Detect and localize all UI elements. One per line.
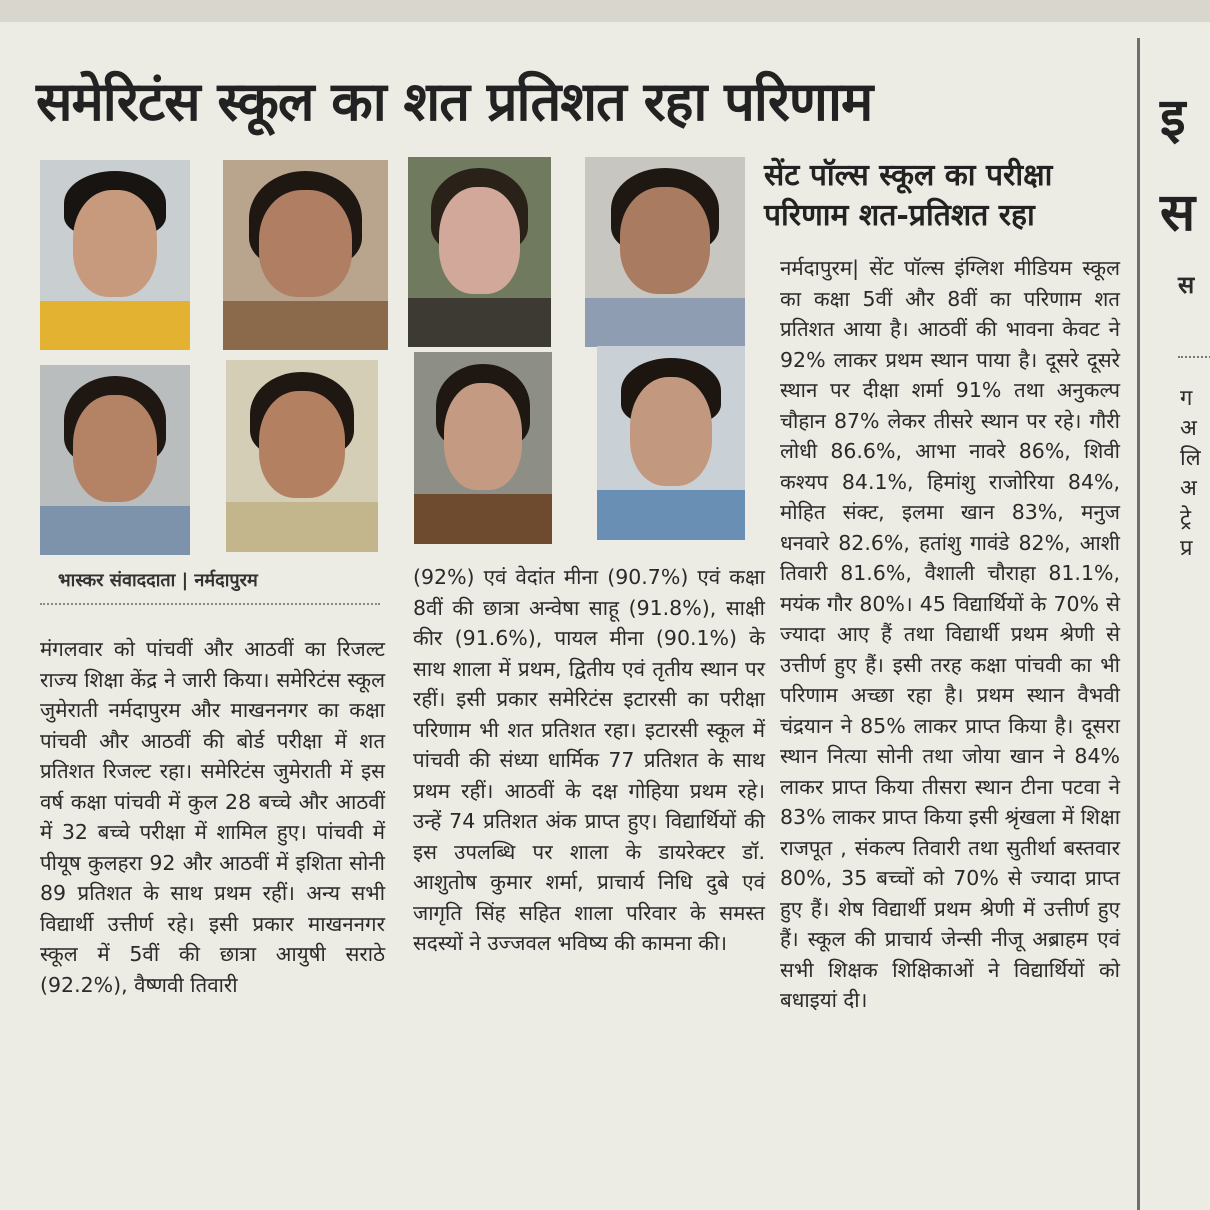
photo-student-boy-2 [597, 346, 745, 540]
main-headline: समेरिटंस स्कूल का शत प्रतिशत रहा परिणाम [36, 69, 873, 133]
byline-rule [40, 603, 380, 605]
photo-student-girl-1 [223, 160, 388, 350]
adjacent-story-rule [1178, 356, 1210, 358]
column-1-text: मंगलवार को पांचवीं और आठवीं का रिजल्ट राज्य शिक्षा केंद्र ने जारी किया। समेरिटंस स्कूल जुमेराती नर्मदापुरम और माखननगर का कक्षा पांचवी और आठवीं की बोर्ड परीक्षा में शत प्रतिशत रिजल्ट रहा। समेरिटंस जुमेराती में इस वर्ष कक्षा पांचवी में कुल 28 बच्चे और आठवीं में 32 बच्चे परीक्षा में शामिल हुए। पांचवी में पीयूष कुलहरा 92 और आठवीं में इशिता सोनी 89 प्रतिशत के साथ प्रथम रहीं। अन्य सभी विद्यार्थी उत्तीर्ण रहे। इसी प्रकार माखननगर स्कूल में 5वीं की छात्रा आयुषी सराठे (92.2%), वैष्णवी तिवारी [40, 637, 385, 997]
photo-student-girl-2 [408, 157, 551, 347]
adjacent-story-body: ग अ लि अ ट्रे प्र [1180, 386, 1201, 561]
previous-page-strip [0, 0, 1210, 22]
photo-student-girl-5 [226, 360, 378, 552]
byline: भास्कर संवाददाता | नर्मदापुरम [58, 570, 258, 591]
column-divider [1137, 38, 1140, 1210]
adjacent-story-subhead: स [1178, 271, 1195, 299]
column-1-body [40, 634, 385, 1000]
story2-body [780, 253, 1120, 1016]
story2-headline: सेंट पॉल्स स्कूल का परीक्षा परिणाम शत-प्रतिशत रहा [764, 158, 1053, 233]
photo-student-boy-1 [40, 160, 190, 350]
column-2-body [413, 562, 765, 959]
column-2-text: (92%) एवं वेदांत मीना (90.7%) एवं कक्षा 8वीं की छात्रा अन्वेषा साहू (91.8%), साक्षी कीर (91.6%), पायल मीना (90.1%) के साथ शाला में प्रथम, द्वितीय एवं तृतीय स्थान पर रहीं। इसी प्रकार समेरिटंस इटारसी का परीक्षा परिणाम भी शत प्रतिशत रहा। इटारसी स्कूल में पांचवी की संध्या धार्मिक 77 प्रतिशत के साथ प्रथम रहीं। आठवीं के दक्ष गोहिया प्रथम रहे। उन्हें 74 प्रतिशत अंक प्राप्त हुए। विद्यार्थियों की इस उपलब्धि पर शाला के डायरेक्टर डॉ. आशुतोष कुमार शर्मा, प्राचार्य निधि दुबे एवं जागृति सिंह सहित शाला परिवार के समस्त सदस्यों ने उज्जवल भविष्य की कामना की। [413, 565, 765, 955]
photo-student-girl-6 [414, 352, 552, 544]
photo-student-girl-3 [585, 157, 745, 347]
adjacent-story-headline: इ स [1160, 87, 1196, 243]
story2-text: नर्मदापुरम| सेंट पॉल्स इंग्लिश मीडियम स्कूल का कक्षा 5वीं और 8वीं का परिणाम शत प्रतिशत आया है। आठवीं की भावना केवट ने 92% लाकर प्रथम स्थान पाया है। दूसरे दूसरे स्थान पर दीक्षा शर्मा 91% तथा अनुकल्प चौहान 87% लेकर तीसरे स्थान पर रहे। गौरी लोधी 86.6%, आभा नावरे 86%, शिवी कश्यप 84.1%, हिमांशु राजोरिया 84%, मोहित संक्ट, इलमा खान 83%, मनुज धनवारे 82.6%, हतांशु गावंडे 82%, आशी तिवारी 81.6%, वैशाली चौराहा 81.1%, मयंक गौर 80%। 45 विद्यार्थियों के 70% से ज्यादा आए हैं तथा विद्यार्थी प्रथम श्रेणी से उत्तीर्ण हुए हैं। इसी तरह कक्षा पांचवी का भी परिणाम अच्छा रहा है। प्रथम स्थान वैभवी चंद्रयान ने 85% लाकर प्राप्त किया है। दूसरा स्थान नित्या सोनी तथा जोया खान ने 84% लाकर प्राप्त किया तीसरा स्थान टीना पटवा ने 83% लाकर प्राप्त किया इसी श्रृंखला में शिक्षा राजपूत , संकल्प तिवारी तथा सुतीर्था बस्तवार 80%, 35 बच्चों को 70% से ज्यादा प्राप्त हुए हैं। शेष विद्यार्थी प्रथम श्रेणी में उत्तीर्ण हुए हैं। स्कूल की प्राचार्य जेन्सी नीजू अब्राहम एवं सभी शिक्षक शिक्षिकाओं ने विद्यार्थियों को बधाइयां दी। [780, 256, 1120, 1012]
photo-student-girl-4 [40, 365, 190, 555]
